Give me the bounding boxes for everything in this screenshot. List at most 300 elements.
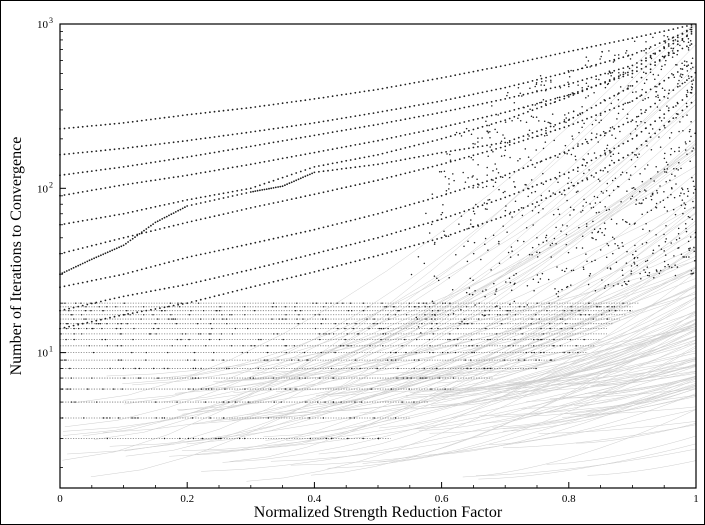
series-point (572, 185, 574, 187)
series-point (295, 155, 297, 157)
data-point (541, 81, 543, 83)
series-point (668, 43, 670, 45)
data-point (540, 84, 542, 86)
data-point (622, 274, 624, 276)
series-point (200, 202, 202, 204)
data-point (447, 352, 448, 353)
series-point (482, 182, 484, 184)
data-point (467, 261, 469, 263)
data-point (563, 352, 564, 353)
data-point (439, 377, 440, 378)
series-point (155, 265, 157, 267)
data-point (636, 199, 638, 201)
series-point (82, 126, 84, 128)
series-point (441, 195, 443, 197)
data-point (385, 333, 386, 334)
series-point (191, 174, 193, 176)
data-point (445, 303, 446, 304)
series-point (136, 311, 138, 313)
series-point (368, 142, 370, 144)
series-point (127, 236, 129, 238)
series-point (341, 161, 343, 163)
data-point (667, 168, 669, 170)
data-point (85, 306, 86, 307)
data-point (581, 87, 583, 89)
series-point (236, 290, 238, 292)
data-point (674, 76, 676, 78)
series-point (450, 150, 452, 152)
data-point (570, 94, 572, 96)
series-point (427, 222, 429, 224)
data-point (643, 71, 645, 73)
data-point (486, 167, 488, 169)
data-point (632, 91, 634, 93)
series-point (563, 173, 565, 175)
series-point (577, 145, 579, 147)
data-point (424, 368, 425, 369)
series-point (218, 250, 220, 252)
series-point (627, 121, 629, 123)
data-point (426, 303, 427, 304)
data-point (469, 278, 471, 280)
data-point (520, 93, 522, 95)
data-point (101, 339, 102, 340)
series-point (345, 245, 347, 247)
series-point (254, 190, 256, 192)
data-point (346, 323, 347, 324)
data-point (448, 277, 450, 279)
data-point (665, 254, 667, 256)
data-point (507, 142, 509, 144)
data-point (219, 339, 220, 340)
data-point (593, 207, 595, 209)
series-point (264, 204, 266, 206)
data-point (504, 155, 506, 157)
series-point (141, 145, 143, 147)
series-point (463, 121, 465, 123)
series-point (550, 157, 552, 159)
data-point (368, 328, 369, 329)
series-point (168, 226, 170, 228)
series-point (250, 187, 252, 189)
data-point (682, 189, 684, 191)
series-point (100, 150, 102, 152)
series-point (323, 164, 325, 166)
data-point (601, 191, 603, 193)
data-point (610, 268, 612, 270)
data-point (213, 352, 214, 353)
series-point (636, 62, 638, 64)
series-point (373, 256, 375, 258)
series-point (259, 105, 261, 107)
data-point (687, 188, 689, 190)
data-point (533, 339, 534, 340)
data-point (493, 186, 495, 188)
series-point (268, 239, 270, 241)
data-point (247, 352, 248, 353)
series-point (327, 225, 329, 227)
series-point (600, 83, 602, 85)
series-point (641, 113, 643, 115)
data-point (448, 314, 449, 315)
series-point (227, 292, 229, 294)
data-point (215, 438, 216, 439)
data-point (506, 231, 508, 233)
data-point (480, 259, 482, 261)
series-point (282, 261, 284, 263)
data-point (530, 159, 532, 161)
data-point (582, 210, 584, 212)
data-point (220, 306, 221, 307)
series-point (509, 144, 511, 146)
data-point (464, 319, 466, 321)
data-point (223, 417, 224, 418)
data-point (314, 314, 315, 315)
series-point (259, 266, 261, 268)
data-point (630, 85, 632, 87)
data-point (172, 345, 173, 346)
series-point (254, 163, 256, 165)
data-point (441, 171, 443, 173)
series-point (386, 252, 388, 254)
series-point (622, 104, 624, 106)
data-point (244, 388, 245, 389)
data-point (235, 401, 236, 402)
data-point (626, 50, 628, 52)
data-point (631, 270, 633, 272)
series-point (150, 207, 152, 209)
series-point (232, 273, 234, 275)
series-point (214, 111, 216, 113)
series-point (109, 186, 111, 188)
data-point (602, 170, 604, 172)
data-point (202, 438, 203, 439)
data-point (630, 198, 632, 200)
data-point (538, 212, 540, 214)
series-point (277, 141, 279, 143)
series-point (486, 180, 488, 182)
series-point (95, 320, 97, 322)
series-point (541, 106, 543, 108)
series-point (559, 53, 561, 55)
series-point (413, 105, 415, 107)
series-point (268, 188, 270, 190)
series-point (404, 173, 406, 175)
data-point (524, 359, 525, 360)
series-point (622, 76, 624, 78)
data-point (678, 233, 680, 235)
data-point (477, 345, 478, 346)
series-point (482, 204, 484, 206)
data-point (425, 213, 427, 215)
series-point (318, 228, 320, 230)
data-point (599, 228, 601, 230)
series-point (86, 190, 88, 192)
series-point (254, 206, 256, 208)
series-point (400, 159, 402, 161)
series-point (582, 180, 584, 182)
data-point (622, 269, 624, 271)
series-point (672, 74, 674, 76)
data-point (641, 214, 643, 216)
series-point (82, 305, 84, 307)
data-point (571, 154, 573, 156)
series-point (468, 156, 470, 158)
series-point (622, 124, 624, 126)
x-tick-label: 1 (693, 493, 699, 505)
data-point (643, 50, 645, 52)
series-point (568, 94, 570, 96)
data-point (637, 125, 639, 127)
data-point (414, 359, 415, 360)
series-point (413, 226, 415, 228)
series-point (436, 127, 438, 129)
series-point (95, 125, 97, 127)
data-point (671, 173, 673, 175)
data-point (657, 192, 659, 194)
series-point (418, 156, 420, 158)
series-point (359, 157, 361, 159)
series-point (491, 144, 493, 146)
data-point (203, 310, 204, 311)
series-point (105, 124, 107, 126)
series-point (441, 152, 443, 154)
data-point (632, 195, 634, 197)
series-point (404, 229, 406, 231)
series-point (513, 193, 515, 195)
series-point (105, 300, 107, 302)
data-point (529, 108, 531, 110)
data-point (459, 323, 460, 324)
data-point (411, 274, 413, 276)
data-point (333, 401, 334, 402)
data-point (595, 290, 597, 292)
data-point (550, 328, 551, 329)
data-point (604, 222, 606, 224)
series-point (218, 151, 220, 153)
data-point (605, 154, 607, 156)
series-point (686, 65, 688, 67)
series-point (477, 118, 479, 120)
series-point (491, 201, 493, 203)
data-point (515, 314, 516, 315)
data-point (549, 323, 550, 324)
data-point (552, 192, 554, 194)
series-point (618, 69, 620, 71)
data-point (657, 106, 659, 108)
series-point (118, 123, 120, 125)
data-point (546, 240, 548, 242)
series-point (459, 189, 461, 191)
series-point (314, 166, 316, 168)
data-point (608, 209, 610, 211)
data-point (413, 401, 414, 402)
data-point (223, 401, 224, 402)
data-point (170, 303, 171, 304)
data-point (596, 212, 598, 214)
data-point (640, 121, 642, 123)
data-point (490, 339, 491, 340)
data-point (663, 234, 665, 236)
series-point (559, 191, 561, 193)
data-point (534, 86, 536, 88)
series-point (236, 194, 238, 196)
series-point (527, 166, 529, 168)
series-point (127, 183, 129, 185)
series-point (523, 94, 525, 96)
data-point (323, 417, 324, 418)
series-point (336, 247, 338, 249)
data-point (660, 201, 662, 203)
series-point (641, 131, 643, 133)
series-point (663, 40, 665, 42)
data-point (605, 87, 607, 89)
data-point (471, 352, 472, 353)
series-point (136, 270, 138, 272)
series-point (205, 201, 207, 203)
data-point (633, 187, 635, 189)
data-point (395, 417, 396, 418)
series-point (354, 261, 356, 263)
series-point (254, 106, 256, 108)
series-point (418, 116, 420, 118)
data-point (494, 294, 496, 296)
data-point (294, 306, 295, 307)
data-point (251, 345, 252, 346)
data-point (670, 48, 672, 50)
series-point (282, 140, 284, 142)
data-point (388, 318, 389, 319)
trace-line (588, 461, 697, 476)
data-point (639, 202, 641, 204)
data-point (664, 89, 666, 91)
series-point (245, 208, 247, 210)
data-point (195, 377, 196, 378)
data-point (105, 339, 106, 340)
series-point (166, 216, 168, 218)
data-point (386, 306, 387, 307)
series-point (164, 306, 166, 308)
data-point (244, 314, 245, 315)
data-point (371, 388, 372, 389)
data-point (667, 164, 669, 166)
series-point (491, 115, 493, 117)
data-point (583, 266, 585, 268)
series-point (595, 45, 597, 47)
series-point (250, 191, 252, 193)
data-point (640, 109, 642, 111)
data-point (656, 269, 658, 271)
data-point (321, 323, 322, 324)
data-point (349, 417, 350, 418)
series-point (613, 107, 615, 109)
series-point (436, 153, 438, 155)
series-point (395, 136, 397, 138)
data-point (467, 323, 468, 324)
data-point (223, 359, 224, 360)
series-point (168, 306, 170, 308)
series-point (186, 284, 188, 286)
data-point (242, 345, 243, 346)
series-point (500, 176, 502, 178)
series-point (109, 240, 111, 242)
series-point (68, 173, 70, 175)
data-point (688, 190, 690, 192)
series-point (572, 123, 574, 125)
data-point (624, 281, 626, 283)
series-point (264, 189, 266, 191)
series-point (641, 35, 643, 37)
series-point (214, 295, 216, 297)
data-point (438, 280, 440, 282)
data-point (425, 377, 426, 378)
series-point (102, 253, 104, 255)
series-point (504, 174, 506, 176)
data-point (628, 85, 630, 87)
series-point (232, 167, 234, 169)
series-point (323, 121, 325, 123)
series-point (495, 100, 497, 102)
series-point (577, 81, 579, 83)
series-point (636, 148, 638, 150)
series-point (291, 174, 293, 176)
data-point (527, 196, 529, 198)
data-point (629, 310, 630, 311)
series-point (302, 176, 304, 178)
series-point (273, 159, 275, 161)
series-point (161, 218, 163, 220)
data-point (208, 388, 209, 389)
series-point (314, 229, 316, 231)
series-point (391, 209, 393, 211)
data-point (571, 306, 572, 307)
data-point (539, 318, 540, 319)
series-point (168, 116, 170, 118)
data-point (639, 273, 641, 275)
series-point (591, 46, 593, 48)
data-point (593, 92, 595, 94)
data-point (103, 417, 104, 418)
series-point (427, 199, 429, 201)
data-point (409, 388, 410, 389)
series-point (359, 143, 361, 145)
series-point (318, 171, 320, 173)
series-point (127, 241, 129, 243)
series-point (595, 64, 597, 66)
data-point (669, 137, 671, 139)
series-point (177, 158, 179, 160)
data-point (524, 184, 526, 186)
series-point (441, 100, 443, 102)
series-point (295, 172, 297, 174)
data-point (607, 267, 609, 269)
data-point (631, 76, 633, 78)
series-point (95, 170, 97, 172)
series-point (77, 126, 79, 128)
data-point (690, 273, 692, 275)
series-point (473, 129, 475, 131)
series-point (504, 119, 506, 121)
series-point (500, 65, 502, 67)
series-point (205, 137, 207, 139)
series-point (604, 73, 606, 75)
series-point (409, 246, 411, 248)
series-point (155, 229, 157, 231)
series-point (459, 212, 461, 214)
data-point (688, 41, 690, 43)
series-point (591, 107, 593, 109)
data-point (466, 292, 468, 294)
